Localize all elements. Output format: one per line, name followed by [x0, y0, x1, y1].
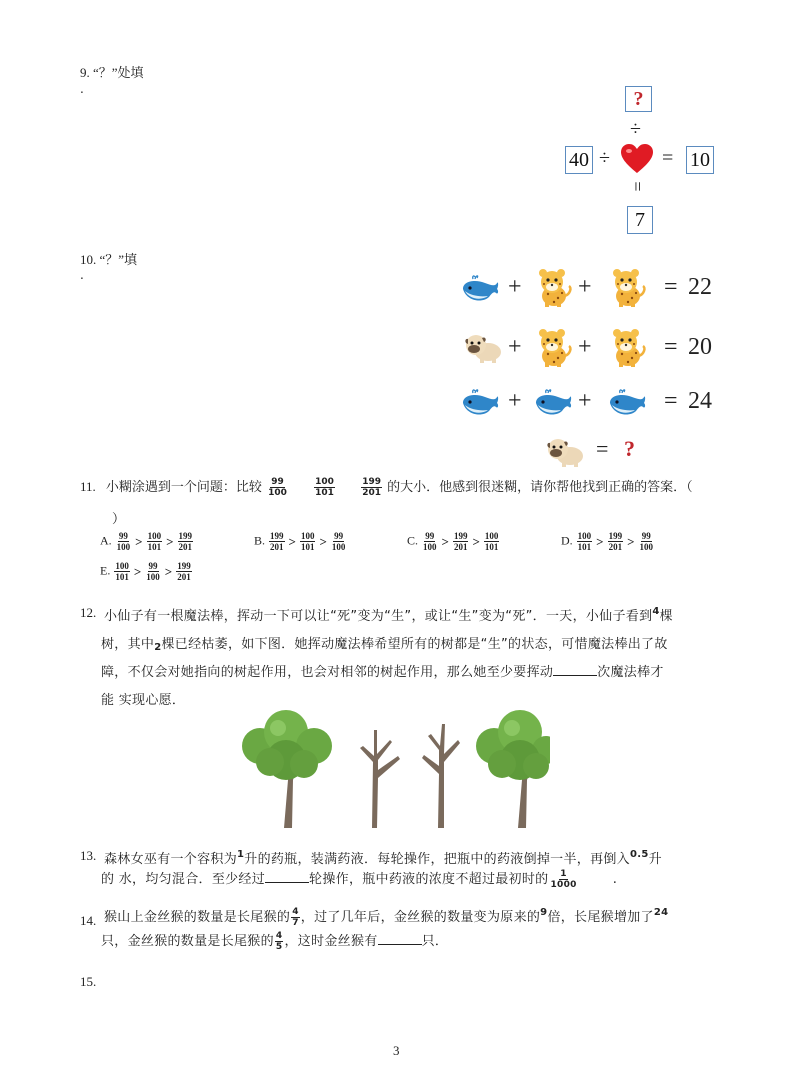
plus-sign: + [578, 274, 592, 300]
q13-line-2: 的 水，均匀混合．至少经过 轮操作，瓶中药液的浓度不超过最初时的 $\frac{1}{1000}$ . [101, 869, 618, 890]
equals-sign: = [664, 274, 678, 300]
q11-option-a[interactable]: A. $\frac{99}{100}$ > $\frac{100}{101}$ > $\frac{199}{201}$ [100, 531, 193, 552]
whale-icon [534, 388, 574, 420]
q11-option-d[interactable]: D. $\frac{100}{101}$ > $\frac{199}{201}$ > $\frac{99}{100}$ [561, 531, 654, 552]
q9-dot: . [80, 82, 84, 96]
fraction-99-100: $\frac{99}{100}$ [268, 477, 287, 498]
q10-result-2: 20 [688, 334, 712, 360]
q11-line-1 [80, 476, 693, 498]
cheetah-icon [534, 327, 574, 369]
q9-equals: = [662, 147, 674, 169]
q10-question-mark: ? [624, 436, 635, 461]
living-tree-icon [242, 710, 332, 828]
q13-number: 13. [80, 848, 97, 863]
equals-sign: = [664, 388, 678, 414]
q9-divide-horizontal: ÷ [599, 147, 610, 169]
q9-equals-vertical: = [627, 181, 648, 192]
q10-number: 10. [80, 252, 97, 267]
q11-option-b[interactable]: B. $\frac{199}{201}$ > $\frac{100}{101}$ > $\frac{99}{100}$ [254, 531, 346, 552]
q11-suffix: 的大小．他感到很迷糊，请你帮他找到正确的答案．（ [387, 480, 693, 495]
q14-answer-blank[interactable] [378, 932, 422, 945]
equals-sign: = [664, 334, 678, 360]
fraction-199-201: $\frac{199}{201}$ [362, 477, 382, 498]
q11-number: 11. [80, 479, 96, 494]
q10-dot: . [80, 268, 84, 282]
pug-icon [544, 434, 586, 468]
q14-number: 14. [80, 913, 97, 928]
q10-result-1: 22 [688, 274, 712, 300]
q9-bottom-box: 7 [627, 206, 653, 234]
whale-icon [461, 274, 501, 306]
q10-header [80, 249, 137, 268]
q11-option-e[interactable]: E. $\frac{100}{101}$ > $\frac{99}{100}$ > $\frac{199}{201}$ [100, 561, 191, 582]
q11-prefix: 小糊涂遇到一个问题：比较 [105, 480, 262, 495]
plus-sign: + [578, 334, 592, 360]
q13-answer-blank[interactable] [265, 870, 309, 883]
whale-icon [461, 388, 501, 420]
q9-text: “？”处填 [93, 65, 144, 80]
living-tree-icon [476, 710, 550, 828]
cheetah-icon [608, 267, 648, 309]
q12-line-3: 障，不仅会对她指向的树起作用，也会对相邻的树起作用，那么她至少要挥动 次魔法棒才 [101, 665, 664, 680]
q12-answer-blank[interactable] [553, 663, 597, 676]
q12-line-4: 能 实现心愿． [101, 693, 186, 708]
q15-number: 15. [80, 974, 97, 989]
q9-divide-vertical: ÷ [630, 118, 641, 140]
q12-line-2: 树，其中$_2$棵已经枯萎，如下图．她挥动魔法棒希望所有的树都是“生”的状态，可惜魔法棒出了故 [101, 637, 668, 653]
fraction-100-101: $\frac{100}{101}$ [315, 477, 334, 498]
plus-sign: + [508, 388, 522, 414]
q11-option-c[interactable]: C. $\frac{99}{100}$ > $\frac{199}{201}$ > $\frac{100}{101}$ [407, 531, 499, 552]
q12-number: 12. [80, 605, 97, 620]
plus-sign: + [578, 388, 592, 414]
whale-icon [608, 388, 648, 420]
equals-sign: = [596, 436, 609, 461]
plus-sign: + [508, 334, 522, 360]
q10-result-3: 24 [688, 388, 712, 414]
pug-icon [462, 330, 504, 364]
q14-line-1: 猴山上金丝猴的数量是长尾猴的 $\frac{4}{7}$ ，过了几年后，金丝猴的数量变为原来的$^9$倍，长尾猴增加了$^{24}$ [104, 907, 669, 928]
q9-right-box: 10 [686, 146, 714, 174]
cheetah-icon [534, 267, 574, 309]
q9-header [80, 62, 144, 81]
q12-trees-figure [240, 710, 550, 828]
dead-tree-icon [360, 730, 400, 828]
plus-sign: + [508, 274, 522, 300]
q13-line-1: 森林女巫有一个容积为$^1$升的药瓶，装满药液．每轮操作，把瓶中的药液倒掉一半，再倒入$^{0.5}$升 [104, 849, 662, 867]
q9-number: 9. [80, 65, 90, 80]
q9-left-box: 40 [565, 146, 593, 174]
heart-icon [620, 144, 654, 174]
dead-tree-icon [422, 724, 460, 828]
q14-line-2: 只，金丝猴的数量是长尾猴的 $\frac{4}{5}$ ，这时金丝猴有 只． [101, 931, 449, 952]
q10-text: “？”填 [99, 252, 138, 267]
q9-question-box: ? [625, 86, 652, 112]
q11-close-paren: ） [112, 512, 126, 527]
page-number: 3 [393, 1043, 400, 1058]
q12-line-1: 小仙子有一根魔法棒，挥动一下可以让“死”变为“生”，或让“生”变为“死”．一天，小仙子看到$^4$棵 [104, 606, 673, 624]
cheetah-icon [608, 327, 648, 369]
